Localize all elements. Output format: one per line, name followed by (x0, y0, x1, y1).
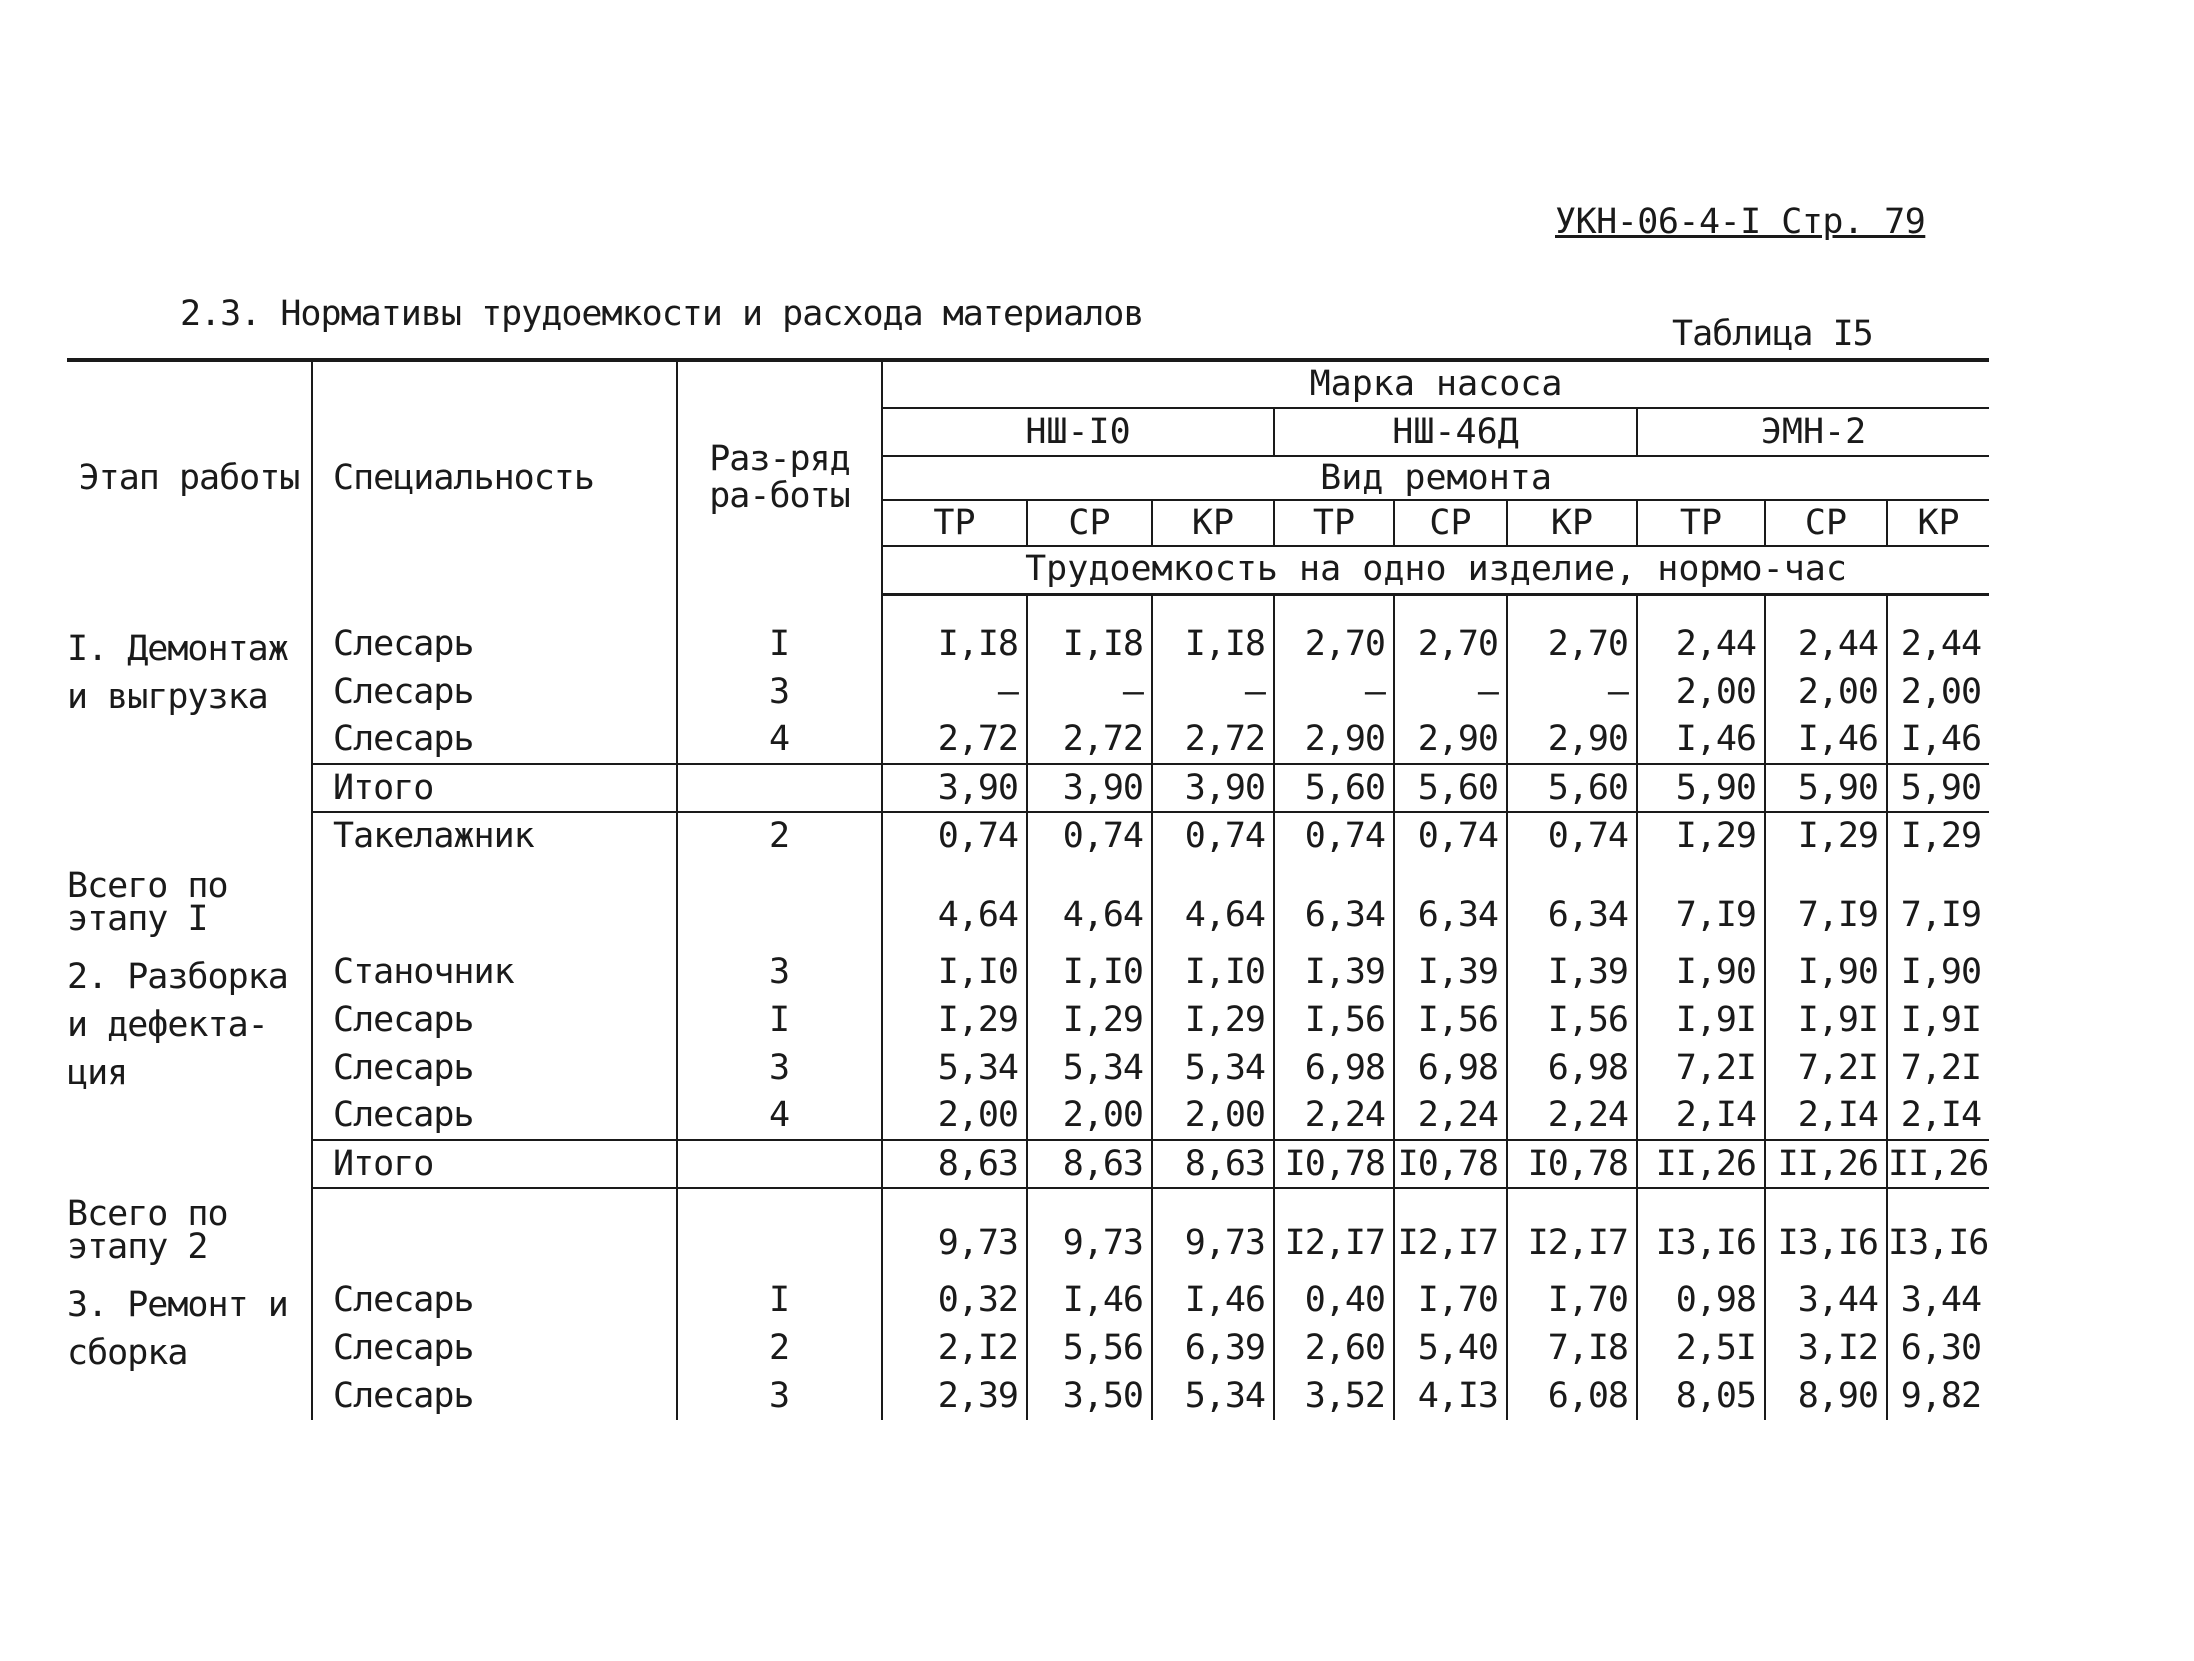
value-cell: I,46 (1637, 716, 1765, 764)
table-row (67, 1092, 1989, 1140)
value-cell (1152, 594, 1274, 620)
value-cell: 2,5I (1637, 1324, 1765, 1372)
value-cell (1274, 1262, 1394, 1276)
specialty-cell: Слесарь (312, 1276, 677, 1324)
value-cell: 2,72 (882, 716, 1027, 764)
value-cell: 4,64 (1027, 860, 1152, 934)
repair-code-header: ТР (1274, 500, 1394, 546)
table-row (67, 996, 1989, 1044)
specialty-cell (312, 594, 677, 620)
stage-cell (67, 716, 312, 764)
stage-name: 2. Разборка и дефекта-ция (67, 957, 288, 1093)
value-cell (1507, 1262, 1637, 1276)
table-row (67, 1276, 1989, 1324)
specialty-cell: Слесарь (312, 620, 677, 668)
value-cell: – (1027, 668, 1152, 716)
stage-name: 3. Ремонт и сборка (67, 1285, 288, 1373)
stage-cell (67, 668, 312, 716)
grade-cell (677, 1188, 882, 1262)
value-cell: – (1152, 668, 1274, 716)
value-cell: 7,2I (1887, 1044, 1989, 1092)
value-cell (1507, 934, 1637, 948)
repair-code-header: СР (1027, 500, 1152, 546)
repair-code-header: КР (1152, 500, 1274, 546)
value-cell: 3,44 (1765, 1276, 1887, 1324)
value-cell: 9,82 (1887, 1372, 1989, 1420)
value-cell: I,29 (1765, 812, 1887, 860)
value-cell: 0,74 (1394, 812, 1507, 860)
table-row (67, 1044, 1989, 1092)
repair-code-header: СР (1394, 500, 1507, 546)
stage-cell (67, 860, 312, 940)
value-cell: 2,00 (1027, 1092, 1152, 1140)
stage-cell (67, 620, 312, 717)
stage-name: Всего по этапу 2 (67, 1194, 228, 1268)
table-row (67, 860, 1989, 934)
value-cell: I,56 (1274, 996, 1394, 1044)
value-cell: 6,30 (1887, 1324, 1989, 1372)
value-cell: 2,90 (1394, 716, 1507, 764)
value-cell: 2,I4 (1887, 1092, 1989, 1140)
value-cell: I,90 (1765, 948, 1887, 996)
value-cell: I,46 (1027, 1276, 1152, 1324)
value-cell: 5,60 (1507, 764, 1637, 812)
table-row (67, 668, 1989, 716)
value-cell: 4,I3 (1394, 1372, 1507, 1420)
specialty-cell (312, 1188, 677, 1262)
document-code: УКН-06-4-I Стр. 79 (1555, 202, 1926, 242)
value-cell: 2,00 (1637, 668, 1765, 716)
specialty-cell (312, 1262, 677, 1276)
value-cell: I2,I7 (1274, 1188, 1394, 1262)
value-cell: – (1394, 668, 1507, 716)
value-cell: I,39 (1394, 948, 1507, 996)
pump-brand-header: Марка насоса (882, 360, 1989, 408)
value-cell (882, 934, 1027, 948)
specialty-cell: Слесарь (312, 668, 677, 716)
repair-code-header: ТР (882, 500, 1027, 546)
value-cell: 2,60 (1274, 1324, 1394, 1372)
value-cell: 5,90 (1765, 764, 1887, 812)
value-cell (1637, 934, 1765, 948)
specialty-cell: Слесарь (312, 716, 677, 764)
grade-cell (677, 860, 882, 934)
value-cell (1637, 1262, 1765, 1276)
repair-type-header: Вид ремонта (882, 456, 1989, 500)
value-cell: 7,2I (1765, 1044, 1887, 1092)
pump-header: ЭМН-2 (1637, 408, 1989, 456)
value-cell: I3,I6 (1637, 1188, 1765, 1262)
value-cell: 8,05 (1637, 1372, 1765, 1420)
value-cell (1507, 594, 1637, 620)
table-row (67, 1140, 1989, 1188)
value-cell (1027, 1262, 1152, 1276)
value-cell: 5,60 (1394, 764, 1507, 812)
value-cell: 0,74 (1152, 812, 1274, 860)
value-cell (1887, 1262, 1989, 1276)
grade-cell: 4 (677, 716, 882, 764)
value-cell: 5,90 (1637, 764, 1765, 812)
table-row (67, 948, 1989, 996)
table-row (67, 620, 1989, 668)
value-cell: 2,70 (1274, 620, 1394, 668)
value-cell: 2,90 (1507, 716, 1637, 764)
value-cell: – (1274, 668, 1394, 716)
pump-header: НШ-46Д (1274, 408, 1637, 456)
value-cell (1765, 594, 1887, 620)
table-row (67, 764, 1989, 812)
value-cell: 2,44 (1887, 620, 1989, 668)
specialty-cell: Слесарь (312, 1044, 677, 1092)
value-cell: I2,I7 (1394, 1188, 1507, 1262)
grade-cell (677, 1262, 882, 1276)
table-row (67, 1372, 1989, 1420)
value-cell: I,9I (1887, 996, 1989, 1044)
col-grade-header: Раз-ряд ра-боты (677, 360, 882, 594)
grade-cell (677, 1140, 882, 1188)
value-cell: 6,34 (1274, 860, 1394, 934)
specialty-cell: Станочник (312, 948, 677, 996)
value-cell: I,70 (1507, 1276, 1637, 1324)
stage-cell (67, 948, 312, 1093)
stage-cell (67, 1188, 312, 1268)
value-cell: I,9I (1637, 996, 1765, 1044)
specialty-cell: Слесарь (312, 996, 677, 1044)
value-cell: 4,64 (882, 860, 1027, 934)
stage-cell (67, 1092, 312, 1140)
value-cell: I,I8 (1152, 620, 1274, 668)
value-cell: 3,90 (882, 764, 1027, 812)
value-cell: I,I0 (1027, 948, 1152, 996)
value-cell (1394, 1262, 1507, 1276)
value-cell: 0,74 (1027, 812, 1152, 860)
value-cell: 2,I4 (1765, 1092, 1887, 1140)
value-cell: 2,39 (882, 1372, 1027, 1420)
value-cell: 5,40 (1394, 1324, 1507, 1372)
section-title: 2.3. Нормативы трудоемкости и расхода материалов (180, 294, 1144, 334)
specialty-cell: Итого (312, 1140, 677, 1188)
repair-code-header: КР (1507, 500, 1637, 546)
grade-cell: I (677, 620, 882, 668)
value-cell (1152, 934, 1274, 948)
value-cell: I2,I7 (1507, 1188, 1637, 1262)
value-cell: 2,00 (1765, 668, 1887, 716)
value-cell: 8,90 (1765, 1372, 1887, 1420)
value-cell: 6,98 (1394, 1044, 1507, 1092)
value-cell: 9,73 (882, 1188, 1027, 1262)
specialty-cell (312, 934, 677, 948)
specialty-cell: Такелажник (312, 812, 677, 860)
specialty-cell: Слесарь (312, 1372, 677, 1420)
value-cell: II,26 (1637, 1140, 1765, 1188)
value-cell: I,I8 (1027, 620, 1152, 668)
value-cell: I,46 (1887, 716, 1989, 764)
unit-header: Трудоемкость на одно изделие, нормо-час (882, 546, 1989, 594)
value-cell: 3,44 (1887, 1276, 1989, 1324)
specialty-cell: Итого (312, 764, 677, 812)
value-cell: II,26 (1887, 1140, 1989, 1188)
value-cell (1887, 934, 1989, 948)
value-cell: – (1507, 668, 1637, 716)
value-cell: 3,90 (1027, 764, 1152, 812)
stage-cell (67, 1276, 312, 1373)
value-cell: 5,90 (1887, 764, 1989, 812)
value-cell: 7,2I (1637, 1044, 1765, 1092)
value-cell: 0,74 (1507, 812, 1637, 860)
value-cell: 3,50 (1027, 1372, 1152, 1420)
value-cell: 6,34 (1507, 860, 1637, 934)
specialty-cell: Слесарь (312, 1324, 677, 1372)
grade-cell: 3 (677, 948, 882, 996)
value-cell: I,I8 (882, 620, 1027, 668)
grade-cell (677, 934, 882, 948)
value-cell: 0,40 (1274, 1276, 1394, 1324)
stage-cell (67, 594, 312, 620)
value-cell: 7,I9 (1637, 860, 1765, 934)
stage-name: I. Демонтаж и выгрузка (67, 629, 288, 717)
specialty-cell: Слесарь (312, 1092, 677, 1140)
value-cell: 7,I9 (1765, 860, 1887, 934)
stage-cell (67, 1140, 312, 1188)
value-cell (1637, 594, 1765, 620)
value-cell: 2,24 (1394, 1092, 1507, 1140)
value-cell: 2,70 (1394, 620, 1507, 668)
grade-cell: 2 (677, 812, 882, 860)
grade-cell: 4 (677, 1092, 882, 1140)
stage-name: Всего по этапу I (67, 866, 228, 940)
value-cell: I,46 (1152, 1276, 1274, 1324)
value-cell: – (882, 668, 1027, 716)
value-cell: 5,34 (1152, 1044, 1274, 1092)
stage-cell (67, 764, 312, 812)
value-cell: I,29 (1637, 812, 1765, 860)
value-cell: I0,78 (1507, 1140, 1637, 1188)
value-cell: I,39 (1507, 948, 1637, 996)
value-cell: 5,34 (882, 1044, 1027, 1092)
value-cell (1274, 934, 1394, 948)
value-cell: 5,56 (1027, 1324, 1152, 1372)
value-cell (1887, 594, 1989, 620)
table-row (67, 716, 1989, 764)
value-cell: I,I0 (1152, 948, 1274, 996)
stage-cell (67, 996, 312, 1044)
stage-cell (67, 812, 312, 860)
value-cell: 0,98 (1637, 1276, 1765, 1324)
value-cell: 5,60 (1274, 764, 1394, 812)
repair-code-header: СР (1765, 500, 1887, 546)
value-cell (1765, 1262, 1887, 1276)
value-cell: I,70 (1394, 1276, 1507, 1324)
value-cell: 6,08 (1507, 1372, 1637, 1420)
value-cell: 3,52 (1274, 1372, 1394, 1420)
value-cell: 2,00 (882, 1092, 1027, 1140)
value-cell: 2,I2 (882, 1324, 1027, 1372)
table-number: Таблица I5 (1672, 314, 1873, 354)
value-cell: II,26 (1765, 1140, 1887, 1188)
value-cell: 4,64 (1152, 860, 1274, 934)
value-cell: I,29 (1152, 996, 1274, 1044)
spacer-row (67, 594, 1989, 620)
grade-cell: I (677, 1276, 882, 1324)
value-cell: 2,24 (1274, 1092, 1394, 1140)
value-cell: 2,44 (1765, 620, 1887, 668)
value-cell (1394, 934, 1507, 948)
value-cell: 2,00 (1887, 668, 1989, 716)
value-cell: 0,74 (882, 812, 1027, 860)
specialty-cell (312, 860, 677, 934)
value-cell: I,56 (1507, 996, 1637, 1044)
value-cell: 8,63 (1152, 1140, 1274, 1188)
value-cell: I,46 (1765, 716, 1887, 764)
grade-cell: 2 (677, 1324, 882, 1372)
grade-cell (677, 594, 882, 620)
value-cell: 2,72 (1152, 716, 1274, 764)
value-cell: 2,72 (1027, 716, 1152, 764)
grade-cell (677, 764, 882, 812)
value-cell: 5,34 (1027, 1044, 1152, 1092)
grade-cell: I (677, 996, 882, 1044)
pump-header: НШ-I0 (882, 408, 1274, 456)
value-cell: I3,I6 (1765, 1188, 1887, 1262)
labor-norms-table (67, 358, 1989, 1420)
value-cell: 6,39 (1152, 1324, 1274, 1372)
value-cell: 0,32 (882, 1276, 1027, 1324)
stage-cell (67, 1044, 312, 1092)
value-cell (1027, 934, 1152, 948)
value-cell: 3,I2 (1765, 1324, 1887, 1372)
value-cell: I0,78 (1394, 1140, 1507, 1188)
grade-cell: 3 (677, 1372, 882, 1420)
value-cell: 5,34 (1152, 1372, 1274, 1420)
value-cell: 7,I8 (1507, 1324, 1637, 1372)
value-cell: I,39 (1274, 948, 1394, 996)
value-cell: I,29 (1027, 996, 1152, 1044)
grade-cell: 3 (677, 1044, 882, 1092)
value-cell: 0,74 (1274, 812, 1394, 860)
repair-code-header: ТР (1637, 500, 1765, 546)
value-cell: 2,70 (1507, 620, 1637, 668)
value-cell: 9,73 (1027, 1188, 1152, 1262)
value-cell (1027, 594, 1152, 620)
table-row (67, 1324, 1989, 1372)
col-specialty-header: Специальность (312, 360, 677, 594)
table-row (67, 1188, 1989, 1262)
value-cell: 2,00 (1152, 1092, 1274, 1140)
value-cell: 9,73 (1152, 1188, 1274, 1262)
value-cell: I,9I (1765, 996, 1887, 1044)
spacer-row (67, 1262, 1989, 1276)
value-cell: 8,63 (1027, 1140, 1152, 1188)
spacer-row (67, 934, 1989, 948)
value-cell: 6,98 (1274, 1044, 1394, 1092)
value-cell (1274, 594, 1394, 620)
value-cell (1765, 934, 1887, 948)
value-cell (1394, 594, 1507, 620)
value-cell: I3,I6 (1887, 1188, 1989, 1262)
value-cell: 2,90 (1274, 716, 1394, 764)
value-cell (1152, 1262, 1274, 1276)
repair-code-header: КР (1887, 500, 1989, 546)
value-cell: 7,I9 (1887, 860, 1989, 934)
value-cell: I,90 (1887, 948, 1989, 996)
value-cell: I,I0 (882, 948, 1027, 996)
value-cell (882, 594, 1027, 620)
value-cell: 6,98 (1507, 1044, 1637, 1092)
value-cell: I,56 (1394, 996, 1507, 1044)
value-cell: I0,78 (1274, 1140, 1394, 1188)
table-header (67, 360, 1989, 594)
value-cell: 2,24 (1507, 1092, 1637, 1140)
table-body (67, 594, 1989, 1420)
stage-cell (67, 1324, 312, 1372)
table-row (67, 812, 1989, 860)
value-cell (882, 1262, 1027, 1276)
value-cell: 2,I4 (1637, 1092, 1765, 1140)
value-cell: 6,34 (1394, 860, 1507, 934)
stage-cell (67, 1372, 312, 1420)
value-cell: I,29 (1887, 812, 1989, 860)
value-cell: I,90 (1637, 948, 1765, 996)
col-stage-header: Этап работы (67, 360, 312, 594)
value-cell: 2,44 (1637, 620, 1765, 668)
value-cell: 3,90 (1152, 764, 1274, 812)
grade-cell: 3 (677, 668, 882, 716)
value-cell: I,29 (882, 996, 1027, 1044)
value-cell: 8,63 (882, 1140, 1027, 1188)
